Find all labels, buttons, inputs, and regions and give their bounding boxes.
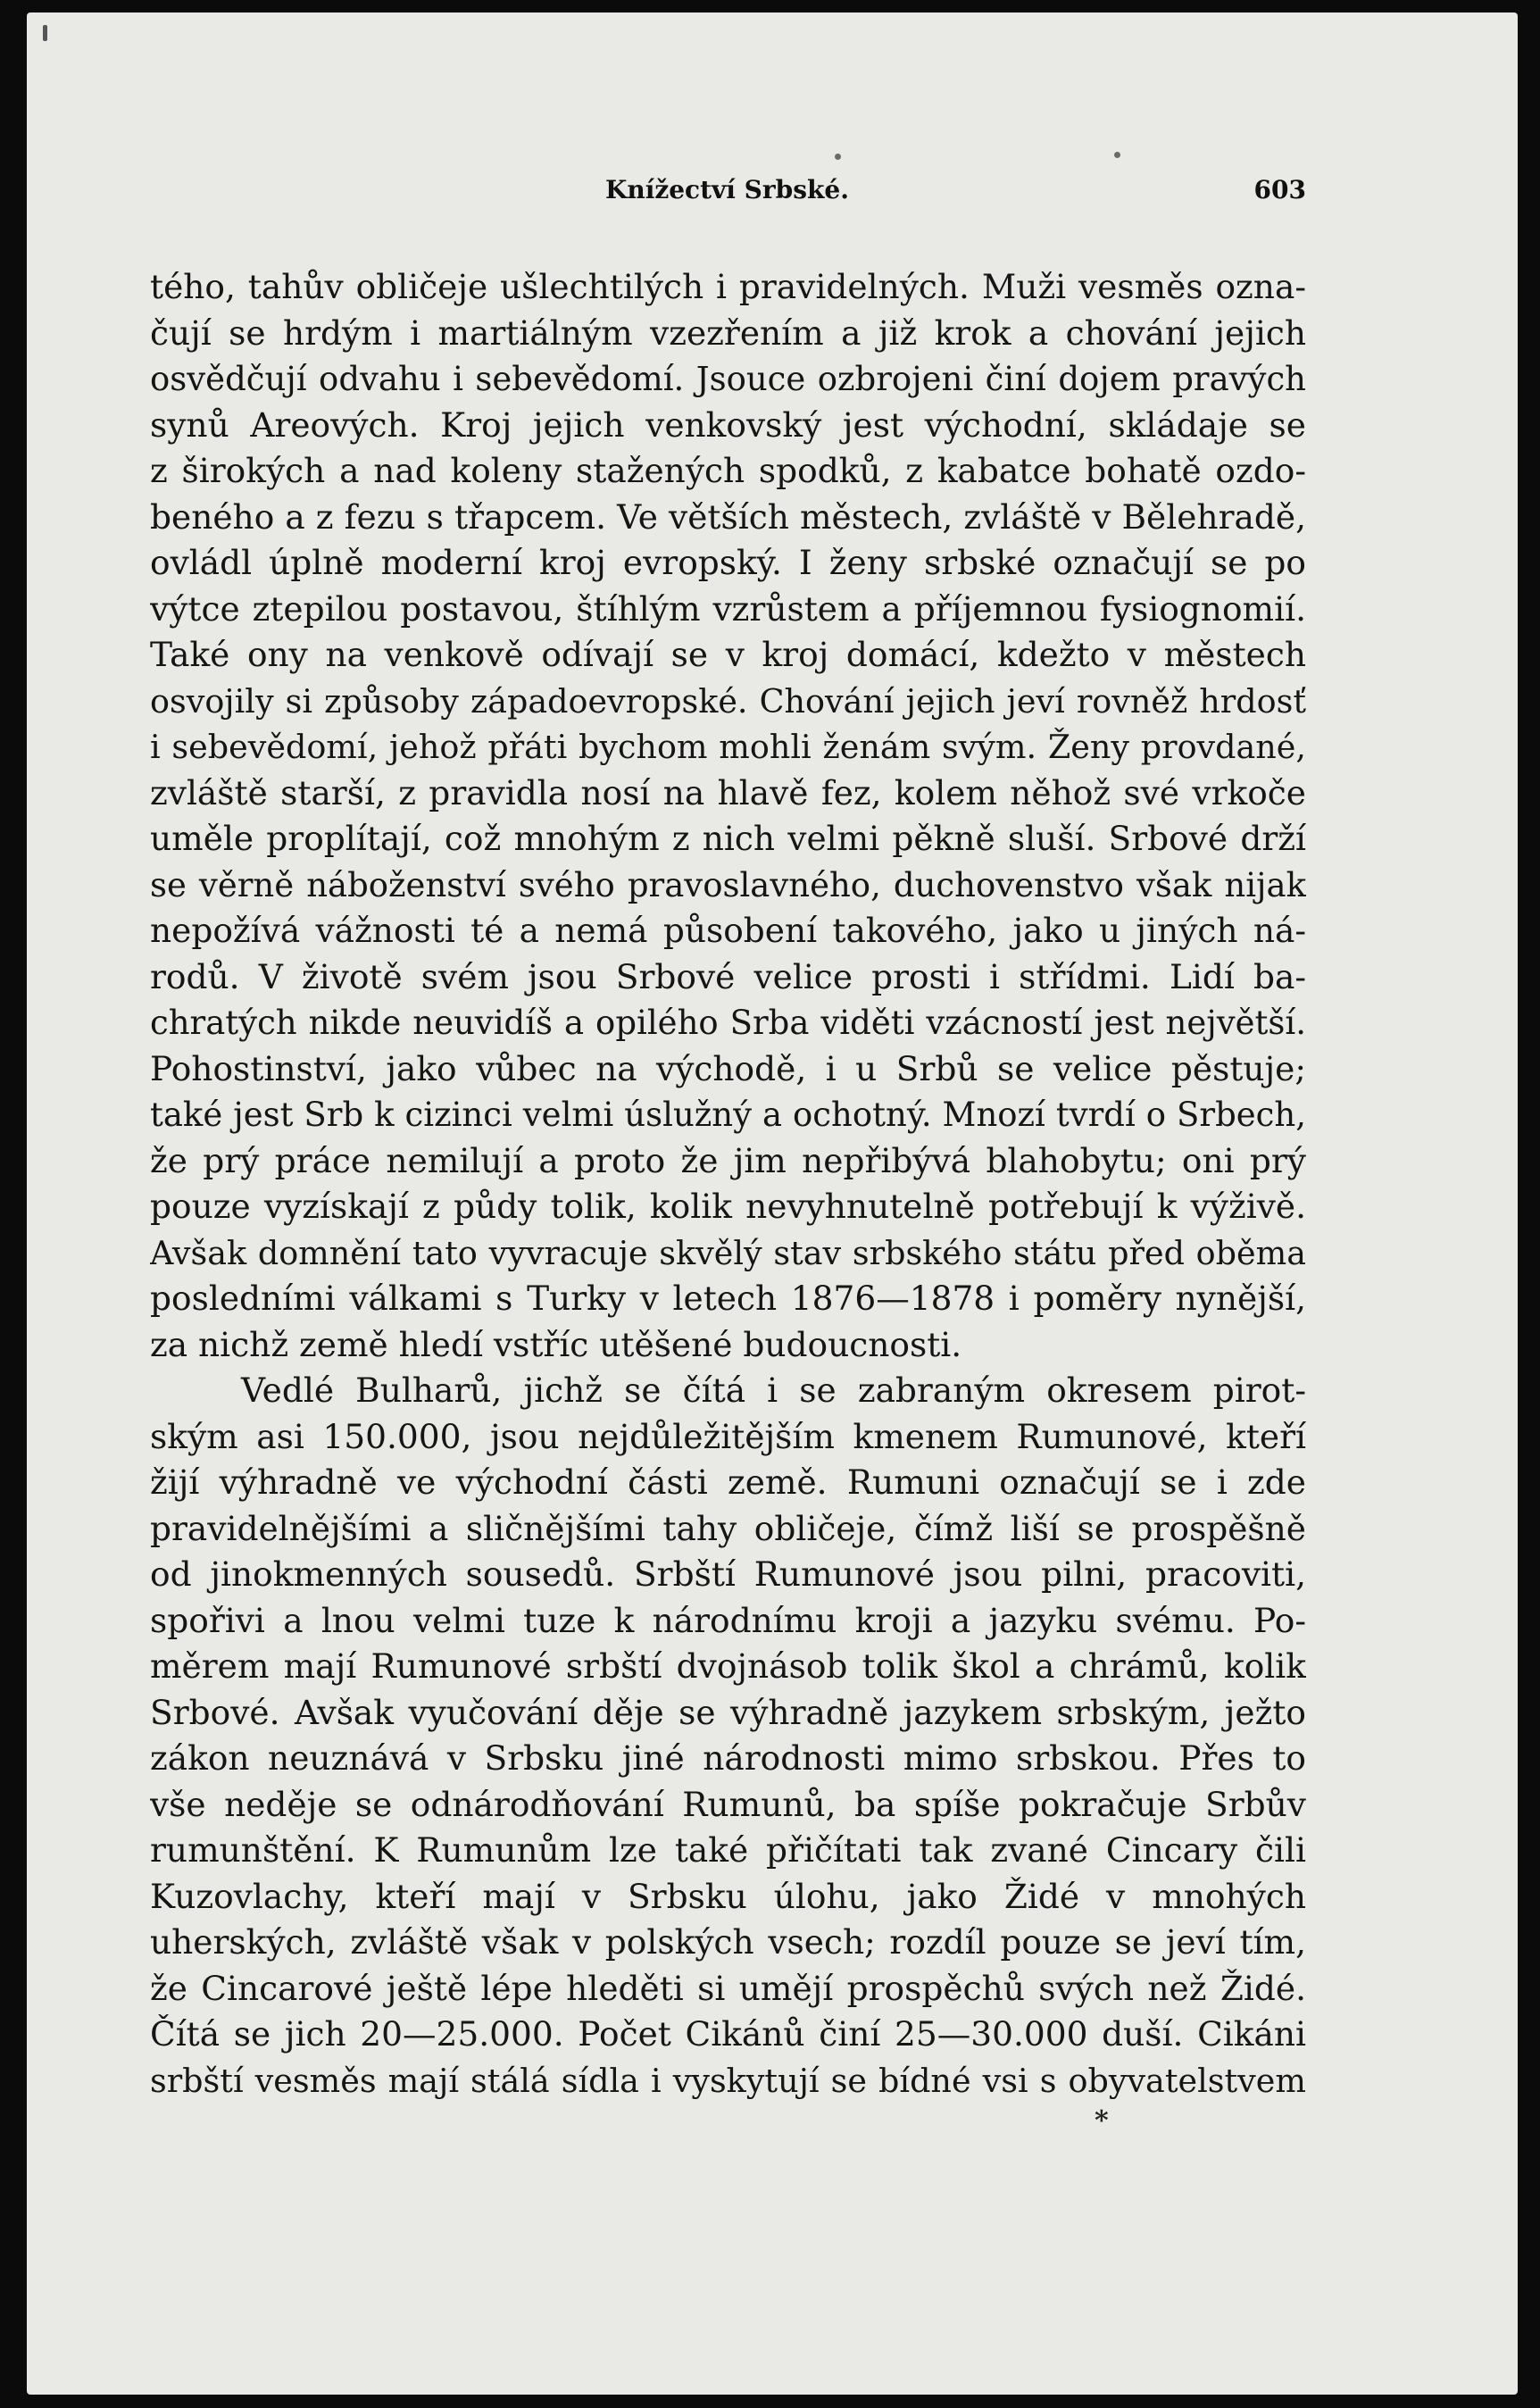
signature-mark: * [1095,2105,1109,2137]
text-line: ským asi 150.000, jsou nejdůležitějším kmenem Rumunové, kteří [150,1416,1306,1456]
text-line: uměle proplítají, což mnohým z nich velmi pěkně sluší. Srbové drží [150,819,1306,858]
paragraph [150,1368,1306,2104]
text-line: rodů. V životě svém jsou Srbové velice prosti i střídmi. Lidí ba- [150,956,1306,996]
text-line: čují se hrdým i martiálným vzezřením a již krok a chování jejich [150,312,1306,353]
text-line: Kuzovlachy, kteří mají v Srbsku úlohu, jako Židé v mnohých [150,1876,1306,1916]
text-line: i sebevědomí, jehož přáti bychom mohli ženám svým. Ženy provdané, [150,728,1306,766]
text-line: zvláště starší, z pravidla nosí na hlavě fez, kolem něhož své vrkoče [150,772,1306,812]
text-line: z širokých a nad koleny stažených spodků, z kabatce bohatě ozdo- [150,451,1306,490]
text-line: tého, tahův obličeje ušlechtilých i pravidelných. Muži vesměs ozna- [150,267,1306,306]
text-line: spořivi a lnou velmi tuze k národnímu kroji a jazyku svému. Po- [150,1600,1306,1640]
text-line: Vedlé Bulharů, jichž se čítá i se zabraným okresem pirot- [241,1371,1306,1410]
text-line: beného a z fezu s třapcem. Ve větších městech, zvláště v Bělehradě, [150,496,1306,537]
text-line: pravidelnějšími a sličnějšími tahy obličeje, čímž liší se prospěšně [150,1508,1306,1548]
text-line: Pohostinství, jako vůbec na východě, i u Srbů se velice pěstuje; [150,1048,1306,1088]
text-line: za nichž země hledí vstříc utěšené budoucnosti. [150,1324,962,1364]
text-line: měrem mají Rumunové srbští dvojnásob tolik škol a chrámů, kolik [150,1646,1306,1686]
paragraph [150,264,1306,1368]
edge-mark [43,25,47,41]
running-title: Knížectví Srbské. [605,175,849,204]
text-line: se věrně náboženství svého pravoslavného, duchovenstvo však nijak [150,865,1306,904]
text-line: Srbové. Avšak vyučování děje se výhradně jazykem srbským, ježto [150,1692,1306,1732]
page-number: 603 [1253,175,1306,204]
text-line: výtce ztepilou postavou, štíhlým vzrůstem a příjemnou fysiognomií. [150,588,1306,629]
text-line: že prý práce nemilují a proto že jim nepřibývá blahobytu; oni prý [150,1140,1306,1180]
text-line: Čítá se jich 20—25.000. Počet Cikánů činí 25—30.000 duší. Cikáni [150,2014,1306,2054]
speck [835,154,841,160]
text-line: že Cincarové ještě lépe hleděti si umějí prospěchů svých než Židé. [150,1968,1306,2008]
text-line: Avšak domnění tato vyvracuje skvělý stav srbského státu před oběma [150,1233,1306,1272]
text-line: rumunštění. K Rumunům lze také přičítati tak zvané Cincary čili [150,1830,1306,1870]
text-line: ovládl úplně moderní kroj evropský. I ženy srbské označují se po [150,543,1306,582]
text-line: posledními válkami s Turky v letech 1876—1878 i poměry nynější, [150,1279,1306,1318]
text-line: také jest Srb k cizinci velmi úslužný a ochotný. Mnozí tvrdí o Srbech, [150,1096,1306,1134]
text-line: synů Areových. Kroj jejich venkovský jest východní, skládaje se [150,404,1306,445]
text-line: od jinokmenných sousedů. Srbští Rumunové jsou pilni, pracoviti, [150,1554,1306,1594]
text-line: osvědčují odvahu i sebevědomí. Jsouce ozbrojeni činí dojem pravých [150,360,1306,398]
text-line: osvojily si způsoby západoevropské. Chování jejich jeví rovněž hrdosť [150,681,1306,721]
body-text [150,264,1306,2104]
speck [1114,152,1120,158]
text-line: chratých nikde neuvidíš a opilého Srba viděti vzácností jest největší. [150,1004,1306,1042]
text-line: pouze vyzískají z půdy tolik, kolik nevyhnutelně potřebují k výživě. [150,1187,1306,1226]
running-header [150,175,1306,211]
text-line: uherských, zvláště však v polských vsech; rozdíl pouze se jeví tím, [150,1922,1306,1962]
text-line: nepožívá vážnosti té a nemá působení takového, jako u jiných ná- [150,911,1306,950]
text-line: srbští vesměs mají stálá sídla i vyskytují se bídné vsi s obyvatelstvem [150,2061,1306,2100]
text-line: vše neděje se odnárodňování Rumunů, ba spíše pokračuje Srbův [150,1784,1306,1824]
text-line: zákon neuznává v Srbsku jiné národnosti mimo srbskou. Přes to [150,1738,1306,1778]
text-line: Také ony na venkově odívají se v kroj domácí, kdežto v městech [150,635,1306,674]
text-line: žijí výhradně ve východní části země. Rumuni označují se i zde [150,1462,1306,1502]
